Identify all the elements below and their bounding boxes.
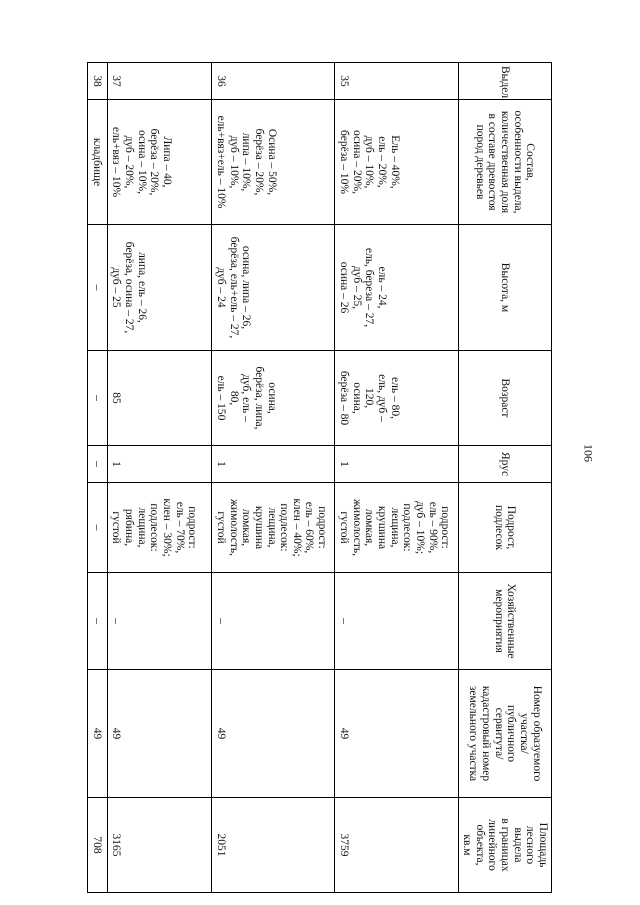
cell-podrost: подрост: ель – 70%, клен – 30%; подлесок: лещина, рябина, густой — [107, 483, 212, 573]
cell-yarus: 1 — [107, 446, 212, 483]
cell-podrost: подрост: ель – 60%, клен – 40%; подлесок: лещина, крушина ломкая, жимолость, густой — [212, 483, 335, 573]
cell-podrost: – — [88, 483, 108, 573]
col-header-meropriyatiya: Хозяйственные мероприятия — [458, 573, 551, 670]
cell-vozrast: ель – 80, ель, дуб – 120, осина, берёза – 80 — [335, 351, 458, 446]
cell-vydel: 36 — [212, 63, 335, 100]
cell-vydel: 37 — [107, 63, 212, 100]
cell-ploshchad: 708 — [88, 798, 108, 893]
cell-nomer: 49 — [107, 670, 212, 798]
cell-meropriyatiya: – — [212, 573, 335, 670]
cell-meropriyatiya: – — [335, 573, 458, 670]
cell-nomer: 49 — [335, 670, 458, 798]
cell-yarus: 1 — [335, 446, 458, 483]
col-header-ploshchad: Площадь лесного выдела в границах линейного объекта, кв.м — [458, 798, 551, 893]
col-header-vysota: Высота, м — [458, 225, 551, 351]
col-header-vozrast: Возраст — [458, 351, 551, 446]
cell-ploshchad: 3759 — [335, 798, 458, 893]
cell-yarus: 1 — [212, 446, 335, 483]
cell-ploshchad: 2051 — [212, 798, 335, 893]
cell-podrost: подрост: ель – 90%, дуб – 10%; подлесок: лещина, крушина ломкая, жимолость, густой — [335, 483, 458, 573]
col-header-nomer: Номер образуемого участка/ публичного сервитута/ кадастровый номер земельного участка — [458, 670, 551, 798]
cell-vysota: – — [88, 225, 108, 351]
cell-vydel: 35 — [335, 63, 458, 100]
cell-sostav: кладбище — [88, 100, 108, 225]
table-row — [88, 63, 108, 893]
cell-ploshchad: 3165 — [107, 798, 212, 893]
col-header-vydel: Выдел — [458, 63, 551, 100]
cell-vysota: ель – 24, ель, береза – 27, дуб – 25, осина – 26 — [335, 225, 458, 351]
header-row — [458, 63, 551, 893]
cell-vozrast: 85 — [107, 351, 212, 446]
cell-vydel: 38 — [88, 63, 108, 100]
cell-sostav: Ель – 40%, ель – 20%, дуб – 10%, осина – 20%, берёза – 10% — [335, 100, 458, 225]
col-header-sostav: Состав, особенности выдела, количественная доля в составе древостоя пород деревьев — [458, 100, 551, 225]
col-header-podrost: Подрост, подлесок — [458, 483, 551, 573]
table-row — [335, 63, 458, 893]
cell-vozrast: осина, берёза, липа, дуб, ель – 80, ель – 150 — [212, 351, 335, 446]
forest-stand-table — [87, 62, 552, 893]
col-header-yarus: Ярус — [458, 446, 551, 483]
cell-nomer: 49 — [212, 670, 335, 798]
table-row — [212, 63, 335, 893]
cell-vysota: липа, ель – 26, берёза, осина – 27, дуб – 25 — [107, 225, 212, 351]
rotated-table-wrapper — [87, 62, 552, 892]
cell-vozrast: – — [88, 351, 108, 446]
cell-nomer: 49 — [88, 670, 108, 798]
table-row — [107, 63, 212, 893]
cell-yarus: – — [88, 446, 108, 483]
cell-meropriyatiya: – — [88, 573, 108, 670]
cell-sostav: Липа – 40, берёза – 20%, осина – 10%, дуб – 20%, ель+вяз – 10% — [107, 100, 212, 225]
page-number: 106 — [581, 444, 596, 462]
cell-meropriyatiya: – — [107, 573, 212, 670]
cell-vysota: осина, липа – 26, берёза, ель+ель – 27, дуб – 24 — [212, 225, 335, 351]
cell-sostav: Осина – 50%, берёза – 20%, липа – 10%, дуб – 10%, ель+вяз+ель – 10% — [212, 100, 335, 225]
